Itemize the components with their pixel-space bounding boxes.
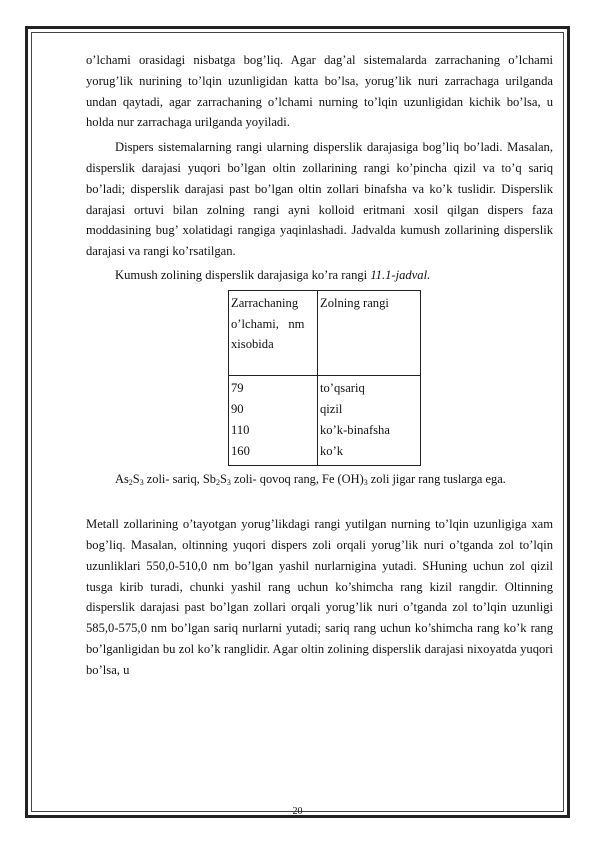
size-value: 90 [231,401,244,416]
size-value: 79 [231,381,244,396]
formula-sub: 3 [363,478,368,488]
color-value: to’qsariq [320,381,365,396]
size-cell [229,376,318,466]
silver-sol-table [228,290,421,467]
table-data-row [229,376,421,466]
color-value: ko’k-binafsha [320,422,390,437]
table-caption-text: Kumush zolining disperslik darajasiga ko’ra rangi [115,267,371,282]
sulfide-sols-line [86,469,553,494]
formula-sb: Sb [202,472,216,487]
formula-text: zoli- sariq, [143,472,203,487]
paragraph-2: Dispers sistemalarning rangi ularning disperslik darajasiga bog’liq bo’ladi. Masalan, disperslik darajasi yuqori bo’lgan oltin zollarining rangi ko’pincha qizil va to’q sariq bo’ladi; disperslik darajasi past bo’lgan oltin zollari binafsha va ko’k tuslidir. Disperslik darajasi ortuvi bilan zolning rangi ayni kolloid eritmani xosil qilgan dispers faza moddasining bug’ xolatidagi rangiga yaqinlashadi. Jadvalda kumush zollarining disperslik darajasi va rangi ko’rsatilgan. [86,140,553,259]
formula-sub: 2 [215,478,220,488]
color-value: qizil [320,401,343,416]
header-size-line-1: Zarrachaning [231,295,299,310]
header-size-line-3: xisobida [231,337,274,352]
color-value: ko’k [320,443,344,458]
paragraph-4: Metall zollarining o’tayotgan yorug’likdagi rangi yutilgan nurning to’lqin uzunligiga xam bog’liq. Masalan, oltinning yuqori dispers zoli orqali yorug’lik nuri o’tganda zol to’lqin uzunliklari 550,0-510,0 nm bo’lgan yashil nurlarnigina yutadi. SHuning uchun zol qizil tusga kirib turadi, chunki yashil rang uchun ko’shimcha rang kizil rangdir. Oltinning disperslik darajasi past bo’lgan zollari orqali yorug’lik nuri o’tganda zol to’lqin uzunligi 585,0-575,0 nm bo’lgan sariq nurlarni yutadi; sariq rang uchun ko’shimcha rang ko’k rang bo’lganligidan bu zol ko’k ranglidir. Agar oltin zolining disperslik darajasi nixoyatda yuqori bo’lsa, u [86,517,553,677]
page-content [86,50,553,681]
header-sol-color: Zolning rangi [318,290,421,375]
paragraph-1: o’lchami orasidagi nisbatga bog’liq. Agar dag’al sistemalarda zarrachaning o’lchami yorug’lik nurining to’lqin uzunligidan katta bo’lsa, yorug’lik nuri zarrachaga urilganda undan qaytadi, agar zarrachaning o’lchami nurning to’lqin uzunligidan kichik bo’lsa, u holda nur zarrachaga urilganda yoyiladi. [86,53,553,130]
formula-text: zoli jigar rang tuslarga ega. [367,472,506,487]
header-size-line-2: o’lchami, nm [231,316,305,331]
formula-text: zoli- qovoq rang, Fe (OH) [230,472,364,487]
formula-s: S [219,472,227,487]
size-value: 160 [231,443,250,458]
formula-sub: 3 [139,478,144,488]
formula-sub: 2 [128,478,133,488]
page-number: 20 [292,806,303,817]
formula-sub: 3 [226,478,231,488]
formula-as: As [115,472,129,487]
table-caption-ref: 11.1-jadval. [370,267,431,282]
size-value: 110 [231,422,250,437]
table-caption [86,265,553,286]
header-particle-size [229,290,318,375]
color-cell [318,376,421,466]
formula-s: S [132,472,140,487]
table-header-row [229,290,421,375]
